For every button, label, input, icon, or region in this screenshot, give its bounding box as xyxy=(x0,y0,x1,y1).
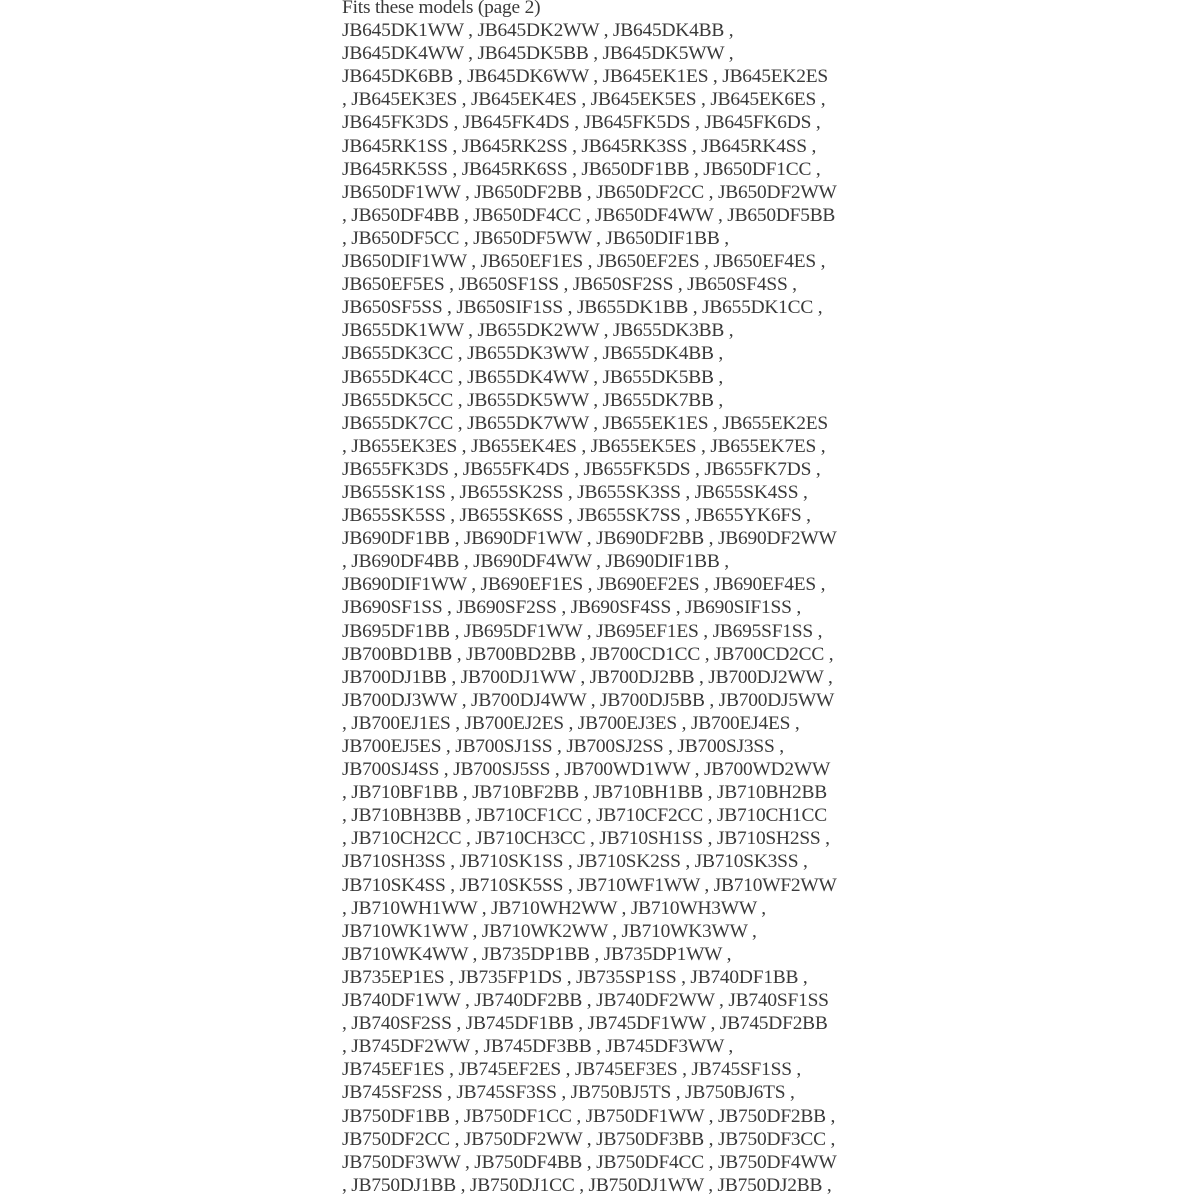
model-list-line: JB655DK5CC , JB655DK5WW , JB655DK7BB , xyxy=(342,389,723,411)
model-list-document xyxy=(342,0,872,1197)
model-list-line: , JB655EK3ES , JB655EK4ES , JB655EK5ES , JB655EK7ES , xyxy=(342,435,826,457)
model-list-line: , JB750DJ1BB , JB750DJ1CC , JB750DJ1WW , JB750DJ2BB , xyxy=(342,1174,832,1196)
model-list-line: JB655DK4CC , JB655DK4WW , JB655DK5BB , xyxy=(342,366,723,388)
model-list-line: JB750DF2CC , JB750DF2WW , JB750DF3BB , JB750DF3CC , xyxy=(342,1128,836,1150)
model-list-line: JB700BD1BB , JB700BD2BB , JB700CD1CC , JB700CD2CC , xyxy=(342,643,834,665)
model-list-line: , JB650DF4BB , JB650DF4CC , JB650DF4WW , JB650DF5BB xyxy=(342,204,836,226)
model-list-line: JB690SF1SS , JB690SF2SS , JB690SF4SS , JB690SIF1SS , xyxy=(342,597,801,619)
model-list-line: JB710SH3SS , JB710SK1SS , JB710SK2SS , JB710SK3SS , xyxy=(342,851,808,873)
model-list-line: JB700EJ5ES , JB700SJ1SS , JB700SJ2SS , JB700SJ3SS , xyxy=(342,736,784,757)
model-list-line: JB650DIF1WW , JB650EF1ES , JB650EF2ES , JB650EF4ES , xyxy=(342,251,826,273)
model-list-line: , JB650DF5CC , JB650DF5WW , JB650DIF1BB , xyxy=(342,227,729,249)
model-list-line: JB645FK3DS , JB645FK4DS , JB645FK5DS , JB645FK6DS , xyxy=(342,112,821,134)
document-title: Fits these models (page 2) xyxy=(342,0,541,18)
model-list-line: , JB710BH3BB , JB710CF1CC , JB710CF2CC , JB710CH1CC xyxy=(342,805,827,827)
model-list-line: JB690DIF1WW , JB690EF1ES , JB690EF2ES , JB690EF4ES , xyxy=(342,574,826,596)
model-list-line: JB740DF1WW , JB740DF2BB , JB740DF2WW , JB740SF1SS xyxy=(342,990,829,1012)
model-list-line: , JB740SF2SS , JB745DF1BB , JB745DF1WW , JB745DF2BB xyxy=(342,1013,828,1035)
model-list-line: , JB745DF2WW , JB745DF3BB , JB745DF3WW , xyxy=(342,1036,733,1058)
model-list-line: JB645RK5SS , JB645RK6SS , JB650DF1BB , JB650DF1CC , xyxy=(342,158,821,180)
model-list-line: , JB710WH1WW , JB710WH2WW , JB710WH3WW , xyxy=(342,897,766,919)
model-list-line: , JB690DF4BB , JB690DF4WW , JB690DIF1BB , xyxy=(342,551,729,573)
model-list-line: , JB645EK3ES , JB645EK4ES , JB645EK5ES , JB645EK6ES , xyxy=(342,89,826,111)
model-list-line: JB650EF5ES , JB650SF1SS , JB650SF2SS , JB650SF4SS , xyxy=(342,274,797,296)
model-list-line: JB690DF1BB , JB690DF1WW , JB690DF2BB , JB690DF2WW xyxy=(342,528,837,550)
model-list-line: JB645DK6BB , JB645DK6WW , JB645EK1ES , JB645EK2ES xyxy=(342,66,828,88)
model-list-line: JB655FK3DS , JB655FK4DS , JB655FK5DS , JB655FK7DS , xyxy=(342,458,821,480)
model-list-line: JB655SK1SS , JB655SK2SS , JB655SK3SS , JB655SK4SS , xyxy=(342,481,808,503)
model-list xyxy=(342,19,872,1197)
model-list-line: JB700DJ3WW , JB700DJ4WW , JB700DJ5BB , JB700DJ5WW xyxy=(342,689,835,711)
model-list-line: , JB710BF1BB , JB710BF2BB , JB710BH1BB , JB710BH2BB xyxy=(342,782,827,804)
model-list-line: JB655SK5SS , JB655SK6SS , JB655SK7SS , JB655YK6FS , xyxy=(342,505,811,527)
model-list-line: JB750DF3WW , JB750DF4BB , JB750DF4CC , JB750DF4WW xyxy=(342,1151,837,1173)
model-list-line: JB695DF1BB , JB695DF1WW , JB695EF1ES , JB695SF1SS , xyxy=(342,620,823,642)
model-list-line: JB710WK1WW , JB710WK2WW , JB710WK3WW , xyxy=(342,920,757,942)
model-list-line: JB655DK7CC , JB655DK7WW , JB655EK1ES , JB655EK2ES xyxy=(342,412,828,434)
model-list-line: JB710SK4SS , JB710SK5SS , JB710WF1WW , JB710WF2WW xyxy=(342,874,837,896)
model-list-line: JB645RK1SS , JB645RK2SS , JB645RK3SS , JB645RK4SS , xyxy=(342,135,817,157)
model-list-line: JB645DK1WW , JB645DK2WW , JB645DK4BB , xyxy=(342,20,734,42)
model-list-line: JB735EP1ES , JB735FP1DS , JB735SP1SS , JB740DF1BB , xyxy=(342,966,808,988)
model-list-line: JB700SJ4SS , JB700SJ5SS , JB700WD1WW , JB700WD2WW xyxy=(342,759,831,781)
model-list-line: JB745SF2SS , JB745SF3SS , JB750BJ5TS , JB750BJ6TS , xyxy=(342,1082,795,1104)
model-list-line: , JB710CH2CC , JB710CH3CC , JB710SH1SS , JB710SH2SS , xyxy=(342,828,830,850)
model-list-line: JB655DK1WW , JB655DK2WW , JB655DK3BB , xyxy=(342,320,734,342)
model-list-line: , JB700EJ1ES , JB700EJ2ES , JB700EJ3ES , JB700EJ4ES , xyxy=(342,712,800,734)
model-list-line: JB650SF5SS , JB650SIF1SS , JB655DK1BB , JB655DK1CC , xyxy=(342,297,823,319)
model-list-line: JB650DF1WW , JB650DF2BB , JB650DF2CC , JB650DF2WW xyxy=(342,181,837,203)
model-list-line: JB750DF1BB , JB750DF1CC , JB750DF1WW , JB750DF2BB , xyxy=(342,1105,836,1127)
model-list-line: JB700DJ1BB , JB700DJ1WW , JB700DJ2BB , JB700DJ2WW , xyxy=(342,666,833,688)
model-list-line: JB745EF1ES , JB745EF2ES , JB745EF3ES , JB745SF1SS , xyxy=(342,1059,802,1081)
model-list-line: JB710WK4WW , JB735DP1BB , JB735DP1WW , xyxy=(342,943,732,965)
model-list-line: JB645DK4WW , JB645DK5BB , JB645DK5WW , xyxy=(342,43,734,65)
model-list-line: JB655DK3CC , JB655DK3WW , JB655DK4BB , xyxy=(342,343,723,365)
